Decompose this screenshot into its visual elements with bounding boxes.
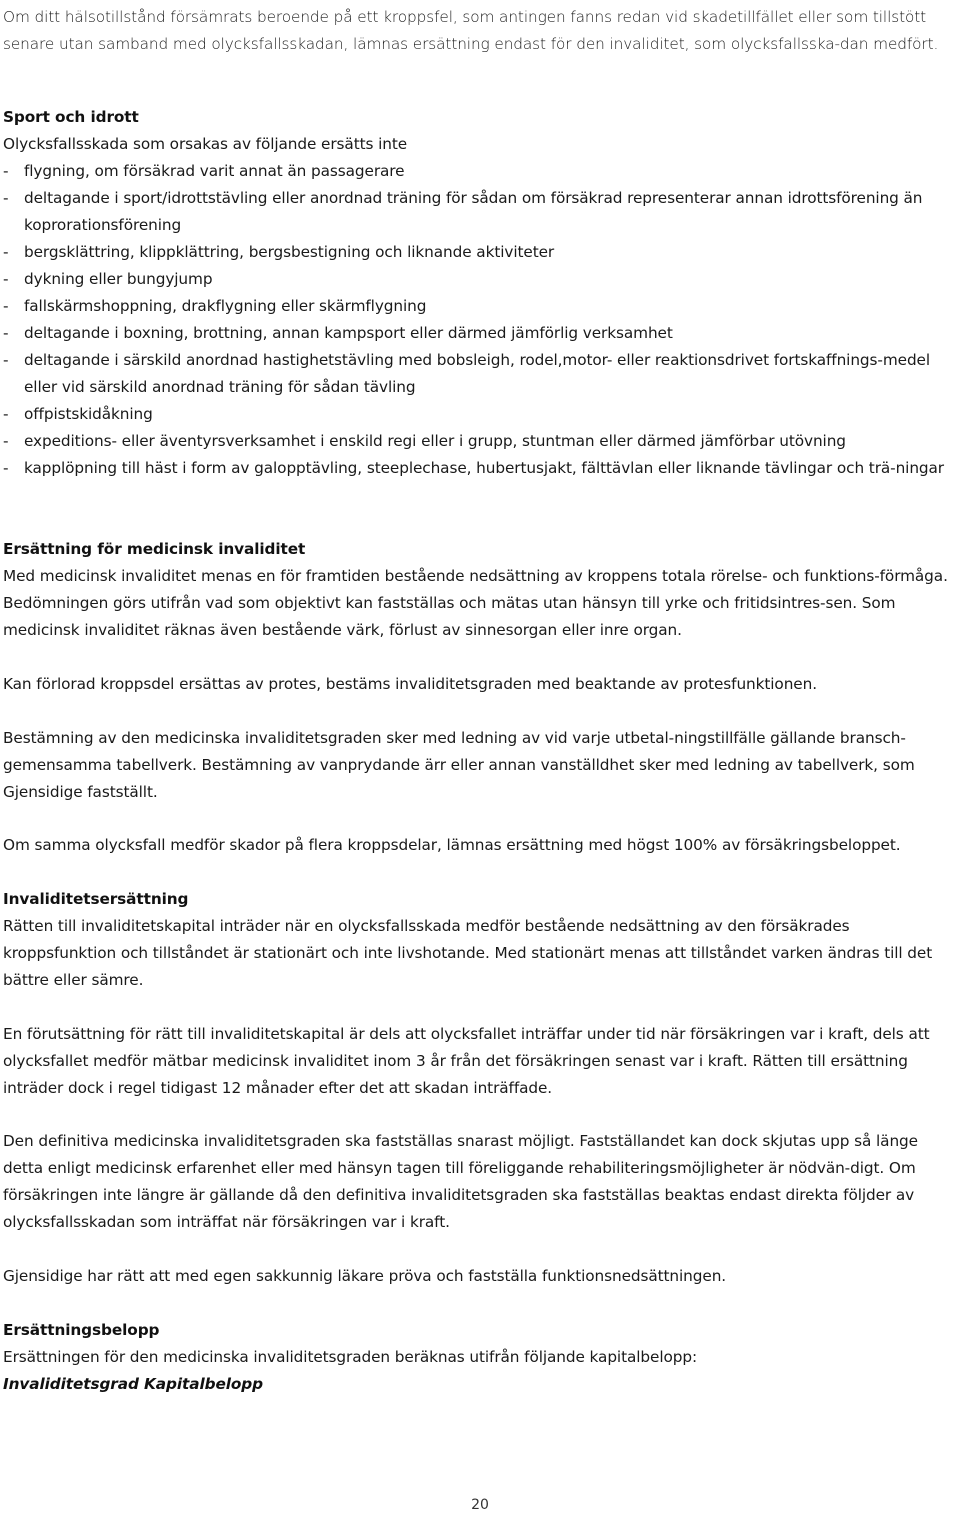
intro-paragraph: Om ditt hälsotillstånd försämrats beroende på ett kroppsfel, som antingen fanns redan vid skadetillfället eller som tillstött senare utan samband med olycksfallsskadan, lämnas ersättning endast för den invaliditet, som olycksfallsska-dan medfört. xyxy=(3,8,939,53)
invaliditet-paragraph-3: Den definitiva medicinska invaliditetsgraden ska fastställas snarast möjligt. Fastställandet kan dock skjutas upp så länge detta enligt medicinsk erfarenhet eller med hänsyn tagen till föreliggande rehabiliteringsmöjligheter är nödvän-digt. Om försäkringen inte längre är gällande då den definitiva invaliditetsgraden ska fastställas beaktas endast direkta följder av olycksfallsskadan som inträffat när försäkringen var i kraft. xyxy=(3,1132,918,1231)
list-item: - fallskärmshoppning, drakflygning eller skärmflygning xyxy=(3,297,427,315)
belopp-heading: Ersättningsbelopp xyxy=(3,1321,160,1339)
sport-exclusion-list xyxy=(3,158,957,482)
medical-paragraph-2: Kan förlorad kroppsdel ersättas av protes, bestäms invaliditetsgraden med beaktande av protesfunktionen. xyxy=(3,675,817,693)
sport-heading: Sport och idrott xyxy=(3,108,139,126)
list-item: - flygning, om försäkrad varit annat än passagerare xyxy=(3,162,405,180)
medical-section xyxy=(3,536,957,644)
medical-paragraph-3: Bestämning av den medicinska invaliditetsgraden sker med ledning av vid varje utbetal-ningstillfälle gällande bransch-gemensamma tabellverk. Bestämning av vanprydande ärr eller annan vanställdhet sker med ledning av tabellverk, som Gjensidige fastställt. xyxy=(3,729,915,801)
belopp-section xyxy=(3,1317,957,1398)
list-item: - expeditions- eller äventyrsverksamhet i enskild regi eller i grupp, stuntman eller därmed jämförbar utövning xyxy=(3,432,846,450)
invaliditet-paragraph-1: Rätten till invaliditetskapital inträder när en olycksfallsskada medför bestående nedsättning av den försäkrades kroppsfunktion och tillståndet är stationärt och inte livshotande. Med stationärt menas att tillståndet varken ändras till det bättre eller sämre. xyxy=(3,917,933,989)
belopp-table-header: Invaliditetsgrad Kapitalbelopp xyxy=(3,1375,263,1393)
list-item: - dykning eller bungyjump xyxy=(3,270,213,288)
sport-lead: Olycksfallsskada som orsakas av följande ersätts inte xyxy=(3,135,408,153)
list-item: - deltagande i sport/idrottstävling eller anordnad träning för sådan om försäkrad representerar annan idrottsförening än koprorationsförening xyxy=(3,189,923,234)
sport-section xyxy=(3,104,957,482)
list-item: - offpistskidåkning xyxy=(3,405,153,423)
list-item: - deltagande i boxning, brottning, annan kampsport eller därmed jämförlig verksamhet xyxy=(3,324,673,342)
list-item: - kapplöpning till häst i form av galopptävling, steeplechase, hubertusjakt, fälttävlan eller liknande tävlingar och trä-ningar xyxy=(3,459,944,477)
invaliditet-section xyxy=(3,886,957,994)
list-item: - bergsklättring, klippklättring, bergsbestigning och liknande aktiviteter xyxy=(3,243,555,261)
invaliditet-heading: Invaliditetsersättning xyxy=(3,890,189,908)
medical-heading: Ersättning för medicinsk invaliditet xyxy=(3,540,306,558)
belopp-paragraph: Ersättningen för den medicinska invaliditetsgraden beräknas utifrån följande kapitalbelopp: xyxy=(3,1348,698,1366)
invaliditet-paragraph-4: Gjensidige har rätt att med egen sakkunnig läkare pröva och fastställa funktionsnedsättningen. xyxy=(3,1267,727,1285)
medical-paragraph-1: Med medicinsk invaliditet menas en för framtiden bestående nedsättning av kroppens totala rörelse- och funktions-förmåga. Bedömningen görs utifrån vad som objektivt kan fastställas och mätas utan hänsyn till yrke och fritidsintres-sen. Som medicinsk invaliditet räknas även bestående värk, förlust av sinnesorgan eller inre organ. xyxy=(3,567,948,639)
page-number: 20 xyxy=(471,1497,489,1513)
medical-paragraph-4: Om samma olycksfall medför skador på flera kroppsdelar, lämnas ersättning med högst 100% av försäkringsbeloppet. xyxy=(3,836,901,854)
list-item: - deltagande i särskild anordnad hastighetstävling med bobsleigh, rodel,motor- eller reaktionsdrivet fortskaffnings-medel eller vid särskild anordnad träning för sådan tävling xyxy=(3,351,931,396)
invaliditet-paragraph-2: En förutsättning för rätt till invaliditetskapital är dels att olycksfallet inträffar under tid när försäkringen var i kraft, dels att olycksfallet medför mätbar medicinsk invaliditet inom 3 år från det försäkringen senast var i kraft. Rätten till ersättning inträder dock i regel tidigast 12 månader efter det att skadan inträffade. xyxy=(3,1025,930,1097)
